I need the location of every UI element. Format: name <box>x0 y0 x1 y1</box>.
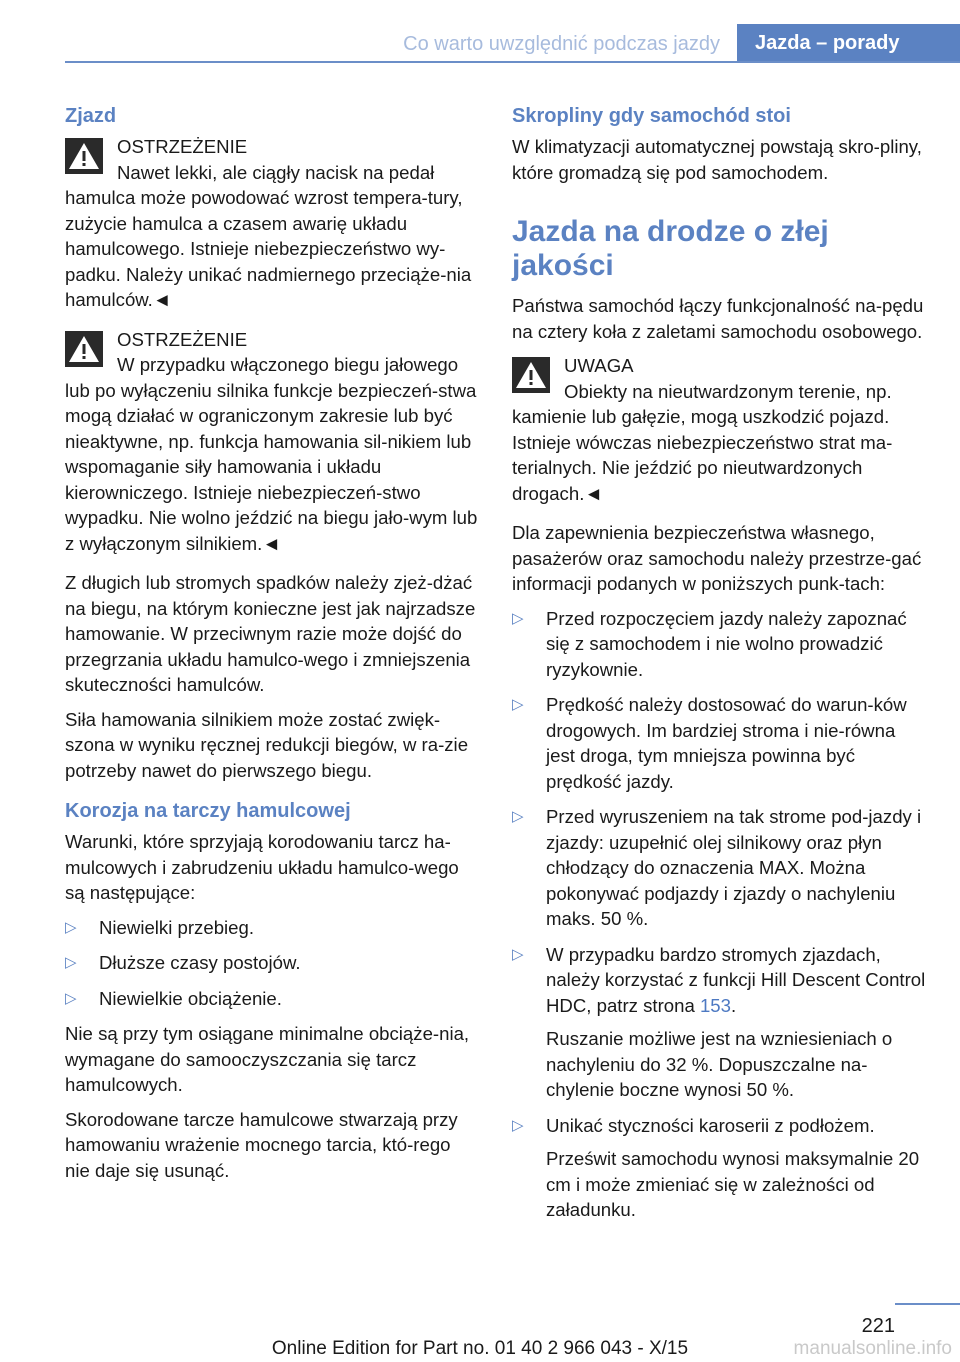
page-number: 221 <box>861 1315 895 1337</box>
heading-jazda: Jazda na drodze o złej jakości <box>512 215 829 282</box>
paragraph: Dla zapewnienia bezpieczeństwa własnego, pasażerów oraz samochodu należy przestrze-gać informacji podanych w poniższych punk-tach: <box>512 522 922 594</box>
heading-skropliny: Skropliny gdy samochód stoi <box>512 105 791 127</box>
warning-title: OSTRZEŻENIE <box>117 136 248 157</box>
warning-text: Nawet lekki, ale ciągły nacisk na pedał hamulca może powodować wzrost tempera-tury, zużycie hamulca a czasem awarię układu hamulcowego. Istnieje niebezpieczeństwo wy-padku. Należy unikać nadmiernego przeciąże-nia hamulców.◄ <box>65 161 472 310</box>
paragraph: Państwa samochód łączy funkcjonalność na-pędu na cztery koła z zaletami samochodu osobowego. <box>512 295 924 342</box>
footer-edition: Online Edition for Part no. 01 40 2 966 043 - X/15 <box>271 1338 689 1359</box>
list-item <box>512 804 928 932</box>
list-item <box>65 986 479 1012</box>
caution-title: UWAGA <box>564 355 634 376</box>
list-item-text: Niewielkie obciążenie. <box>99 987 282 1009</box>
bullet-arrow-icon: ▷ <box>65 918 77 936</box>
running-header-section: Co warto uwzględnić podczas jazdy <box>403 33 720 55</box>
caution-text: Obiekty na nieutwardzonym terenie, np. kamienie lub gałęzie, mogą uszkodzić pojazd. Istnieje wówczas niebezpieczeństwo strat ma-terialnych. Nie jeździć po nieutwardzonych drogach.◄ <box>512 380 893 504</box>
list-item <box>512 606 928 683</box>
bullet-arrow-icon: ▷ <box>512 609 524 627</box>
page-reference-link[interactable]: 153 <box>699 994 731 1016</box>
warning-block-2 <box>65 327 479 557</box>
heading-zjazd: Zjazd <box>65 105 117 127</box>
list-item <box>512 692 928 794</box>
warning-triangle-icon <box>512 357 550 393</box>
list-item-text: Prędkość należy dostosować do warun-ków drogowych. Im bardziej stroma i nie-równa jest droga, tym mniejsza powinna być prędkość jazdy. <box>546 694 907 792</box>
left-column <box>65 102 479 1192</box>
list-item-text: W przypadku bardzo stromych zjazdach, należy korzystać z funkcji Hill Descent Control HDC, patrz strona <box>546 943 926 1016</box>
paragraph: Siła hamowania silnikiem może zostać zwięk-szona w wyniku ręcznej redukcji biegów, w ra-zie potrzeby nawet do pierwszego biegu. <box>65 708 469 781</box>
list-item-subtext: Ruszanie możliwe jest na wzniesieniach o nachyleniu do 32 %. Dopuszczalne na-chylenie boczne wynosi 50 %. <box>546 1028 893 1100</box>
paragraph: Warunki, które sprzyjają korodowaniu tarcz ha-mulcowych i zabrudzeniu układu hamulco-wego są następujące: <box>65 831 459 903</box>
paragraph: Nie są przy tym osiągane minimalne obciąże-nia, wymagane do samooczyszczania się tarcz hamulcowych. <box>65 1023 470 1095</box>
watermark: manualsonline.info <box>793 1338 952 1359</box>
paragraph: Z długich lub stromych spadków należy zjeż-dżać na biegu, na którym konieczne jest jak najrzadsze hamowanie. W przeciwnym razie może dojść do przegrzania układu hamulco-wego i zmniejszenia skuteczności hamulców. <box>65 572 476 695</box>
bullet-arrow-icon: ▷ <box>512 945 524 963</box>
bullet-arrow-icon: ▷ <box>65 989 77 1007</box>
list-item-text: Niewielki przebieg. <box>99 916 255 938</box>
bullet-arrow-icon: ▷ <box>512 1116 524 1134</box>
paragraph: Skorodowane tarcze hamulcowe stwarzają przy hamowaniu wrażenie mocnego tarcia, któ-rego nie daje się usunąć. <box>65 1108 458 1181</box>
list-item-text: Dłuższe czasy postojów. <box>99 952 301 973</box>
list-item-text: Unikać styczności karoserii z podłożem. <box>546 1114 875 1136</box>
list-item <box>512 1113 928 1223</box>
footer-rule <box>895 1303 960 1305</box>
warning-triangle-icon <box>65 138 103 174</box>
list-item <box>65 915 479 941</box>
warning-title: OSTRZEŻENIE <box>117 328 248 350</box>
bullet-arrow-icon: ▷ <box>65 954 77 971</box>
running-header-chapter: Jazda – porady <box>737 24 960 63</box>
bullet-arrow-icon: ▷ <box>512 696 524 713</box>
header-rule <box>65 61 960 63</box>
warning-triangle-icon <box>65 331 103 367</box>
list-item-text: Przed rozpoczęciem jazdy należy zapoznać się z samochodem i nie wolno prowadzić ryzykownie. <box>546 607 907 680</box>
list-item-text: Przed wyruszeniem na tak strome pod-jazdy i zjazdy: uzupełnić olej silnikowy oraz płyn chłodzący do oznaczenia MAX. Można pokonywać podjazdy i zjazdy o nachyleniu maks. 50 %. <box>546 806 922 929</box>
safety-list <box>512 606 928 1223</box>
list-item <box>65 950 479 976</box>
right-column <box>512 102 928 1233</box>
paragraph: W klimatyzacji automatycznej powstają skro-pliny, które gromadzą się pod samochodem. <box>512 136 922 183</box>
conditions-list <box>65 915 479 1012</box>
list-item <box>512 942 928 1103</box>
list-item-subtext: Prześwit samochodu wynosi maksymalnie 20 cm i może zmieniać się w zależności od załadunku. <box>546 1148 920 1220</box>
bullet-arrow-icon: ▷ <box>512 808 524 825</box>
list-item-text-end: . <box>731 994 737 1016</box>
warning-text: W przypadku włączonego biegu jałowego lub po wyłączeniu silnika funkcje bezpieczeń-stwa mogą działać w ograniczonym zakresie lub być nieaktywne, np. funkcja hamowania sil-nikiem lub wspomaganie siły hamowania i układu kierowniczego. Istnieje niebezpieczeń-stwo wypadku. Nie wolno jeździć na biegu jało-wym lub z wyłączonym silnikiem.◄ <box>65 354 478 554</box>
caution-block <box>512 353 928 506</box>
heading-korozja: Korozja na tarczy hamulcowej <box>65 800 351 822</box>
warning-block-1 <box>65 134 479 313</box>
